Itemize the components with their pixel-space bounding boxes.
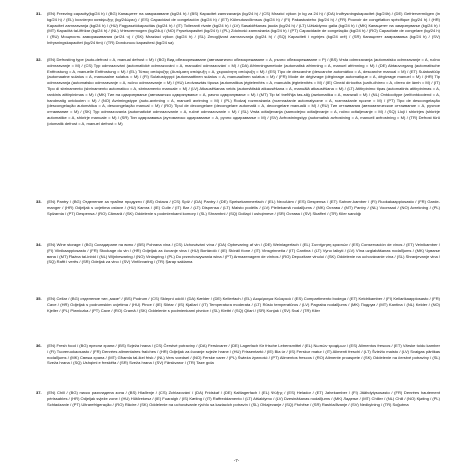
item-text: (EN) Pantry / (BG) Отделение за трайни продукти / (BS) Ostava / (CS) Spíž / (DA) Pantry / (DE) Speisekammerfach / (EL) Ντουλάπι / (ES) Despensa / (ET) Sahver-kamber / (FI) Ruokakaappiosasto / (FR) Garde-manger / (HR) Odjeljak s uvjetima ostave / (HU) Kamra / (IE) Cuile / (IT) Bar / (LT) Dispensa / (LT) Maisto podėlis / (LV) Pieliekamā nodalījums / (MK) Оставa / (MT) Pantry / (NL) Voorraad / (NO) Avrekning / (PL) Spiżarnia / (PT) Despensa / (RO) Cămară / (SK) Oddelenie s podmienkami komory / (SL) Shrambni / (SQ) Dollapi i ushqimeve / (SR) Остава / (SV) Skafferi / (TR) Kiler sandığı — [47, 199, 440, 216]
list-item-36 — [36, 343, 440, 383]
item-text: (EN) Wine storage / (BG) Складиране на вино / (BS) Pohrana vina / (CS) Uchovávání vína / (DA) Opbevaring af vin / (DE) Weinlagerfach / (EL) Συντήρηση κρασιών / (ES) Conservación de vinos / (ET) Veinikamber / (FI) Viinikaappiosasto / (FR) Stockage du vin / (HR) Odjeljak za čuvanje vina / (HU) Bortároló / (IE) Stóráil fíone / (IT) Vinsgrinnetia / (IT) Cantina / (LT) Vyno laikyti / (LV) Vīna uzglabāšanas nodalījums / (MK) Чување вина / (MT) Ħażna tal-inbid / (NL) Wijnbewaring / (NO) Vinlagring / (PL) Do przechowywania wina / (PT) Armazenagem de vinhos / (RO) Depozitare vinuluí / (SK) Oddelenie na uchovávanie vína / (SL) Shranjevanje vina / (SQ) Raftt i verës / (SR) Odeljak za vino / (SV) Vinförvaring / (TR) Şarap saklama — [47, 242, 440, 265]
item-number: 37. — [36, 390, 42, 395]
item-text: (EN) Fresh food / (BG) пресни храни / (BS) Svježa hrana / (CS) Čerstvé potraviny / (DA) Ferskvarer / (DE) Lagerfach für frische Lebensmittel / (EL) Νωπών τροφίμων / (ES) Alimentos frescos / (ET) Värske toidu kamber / (FI) Tuoreruokaosasto / (FR) Denrées alimentaires fraîches / (HR) Odjeljak za čuvanje svježe hrane / (HU) Frissentartó / (IE) Bia úr / (IS) Ferskur matur / (IT) Alimenti freschi / (LT) Šviežio maisto / (LV) Svaigas pārtikas nodalījums / (MK) Свежа храна / (MT) Għamla tal-ikel frisk / (NL) Vers voedsel / (NO) Ferske varer / (PL) Świeża żywność / (PT) Alimentos frescos / (RO) Alimente proaspete / (SK) Oddelenie na čerstvé potraviny / (SL) Sveža hrana / (SQ) Ushqimi e freskëta / (SR) Sveža hrana / (SV) Färskvaror / (TR) Taze gıda — [47, 343, 440, 366]
page-number: -7- — [233, 458, 240, 463]
item-text: (EN) Freezing capacity(kg/24 h) / (BG) Капацитет на замразяване (kg/24 h) / (BS) Kapacitet zamrzavanja (kg/24 h) / (CS) Mrazicí výkon (v kg za 24 h) / (DA) Indfrysningskapacitet (kg/24h) / (DE) Gefriervermögen (in kg/24 h) / (EL) Ικανότητα κατάψυξης (kg/24ώρες) / (ES) Capacidad de congelación (kg/24 h) / (ET) Külmutusvõimsus (kg/24 h) / (FI) Pakastusteho (kg/24 h) / (FR) Pouvoir de congélation spécifique (kg/24 h) / (HR) Kapacitet zamrzavanja (kg/24 h) / (HU) Fagyasztókapacitás (kg/24 h) / (IT) Tolleranti rivate (kg/24 h) / (LV) Sasaldēšanas jauda (kg/24 h) / (LT) Užšaldymo galia (kg/24 h) / (MK) Капацитет на замрзнување (kg/24 h) / (MT) Kapaċità tal-iffriżar (kg/24 h) / (NL) Vriesvermogen (kg/24u) / (NO) Frysekapasitet (kg/24 t) / (PL) Zdolność zamrażania (kg/24 h) / (PT) Capacidade de congelação (kg/24 h) / (RO) Capacitate de congelare (kg/24 h) / (RU) Мощность замораживания (кг/24 ч) / (SK) Mraziaci výkon (kg/24 h) / (SL) Zmogljivost zamrzovanja (kg/24 h) / (SQ) Kapaciteti i ngrirjes (kg/24 orë) / (SR) Капацитет замрзавања (kg/24 h) / (SV) Infrysningskapacitet (kg/24 tim) / (TR) Dondurucu kapasitesi (kg/24 sa) — [47, 11, 440, 45]
item-text: (EN) Chill / (BG) ниско разхладена зона / (BS) Hlađenje / (CS) Zchlazování / (DA) Fridskaf / (DE) Kaltlagerfach / (EL) Ψύξης / (ES) Helador / (ET) Jahekamber / (FI) Jäähdytysosasto / (FR) Denrées hautement périssables / (HR) Odjeljak svježe zone / (HU) Hűtőrekesz / (IE) Fuaraigh / (IS) Kæling / (IT) Raffreddamento / (LT) Atšaldymo / (LV) Dzesināšanas nodalījums / (MK) Ладење / (MT) Chiller / (NL) Chill / (NO) Kjøling / (PL) Schładzanie / (PT) Ultrarefrigeração / (RO) Răcire / (SK) Oddelenie na uchovávanie rýchlo sa kaziacich potravín / (SL) Ohlajevanje / (SQ) Ftohëse / (SR) Rashlađivanje / (SV) Nedkylning / (TR) Soğutma — [47, 390, 440, 407]
item-number: 33. — [36, 199, 42, 204]
item-text: (EN) Cellar / (BG) отделение тип „мазе“ / (BS) Podrum / (CS) Sklepní oddíl / (DA) Kælder / (DE) Kellerfach / (EL) Διαμέρισμα Κελαριού / (ES) Compartimento bodega / (ET) Keldrikamber / (FI) Kellarikaappiosasto / (FR) Cave / (HR) Odjeljak s podrumskim uvjetima / (HU) Pince / (IE) Siléar / (IS) Kjallari / (IT) Temperatura moderata / (LT) Rūsio temperatūros / (LV) Pagraba nodalījums / (MK) Подрум / (MT) Kantina / (NL) Kelder / (NO) Kjeller / (PL) Piwniczka / (PT) Cave / (RO) Cramă / (SK) Oddelenie s podmienkami pivnice / (SL) Klettri / (SQ) Qilari / (SR) Konjak / (SV) Sval / (TR) Kiler — [47, 296, 440, 313]
list-item-32 — [36, 57, 440, 191]
list-item-33 — [36, 199, 440, 234]
list-item-35 — [36, 296, 440, 336]
item-number: 35. — [36, 296, 42, 301]
item-text: (EN) Defrosting type (auto-defrost = A, manual defrost = M) / (BG) Вид обезскрежаване (автоматично обезскрежаване = A, ръчно обезскрежаване = Р) / (BS) Vrsta odmrzavanja (automatsko odmrzavanje = A, ručno odmrzavanje = M) / (CS) Typ odmrazování (automatické odmrazování = A, manuální odmrazování = M) / (DA) Afrimningsmetode (automatisk afrimning = A, manuel afrimning = M) / (DE) Abtauvorgang (automatische Entfrostung = A, manuelle Entfrostung = M) / (EL) Τύπος απόψυξης (Αυτόματη απόψυξη = A, χειροκίνητη απόψυξη = M) / (ES) Tipo de descarche (descarche automático = A, descarche manual = M) / (ET) Sulatustüüp (automaatne sulatus = A, manuaalne sulatus = M) / (FI) Sulatustyyppi (automaattinen sulatus = A, manuaalinen sulatus = M) / (FR) Mode de dégivrage (dégivrage automatique = A, dégivrage manuel = M) / (HR) Tip odmrzavanja (automatsko odmrzavanje = A, ručno odmrzavanje = M) / (HU) Leolvasztás típusa (automatikus jégtelenítés = A, manuális jégtelenítés = M) / (IE) Cineál dírioctha (uath-dhíreo = A, dírreo de lámh = M) / (IT) Tipo di sbrinamento (sbrinamento automatico = A, sbrinamento manuale = M) / (LV) Atkausēšanas veids (automātiskā atkausēšana = A, manuālā atkausēšana = M) / (LT) Atitirpinimo tipas (automatinis atitirpinimas = A, rankinis atitirpinimas = M) / (MK) Тип на одмрзнување (автоматско одмрзнување = A, рачно одмрзнување = M) / (MT) Tip ta' tneħħija tas-silġ (awtomatika = A, manwali = M) / (NL) Ontdooitype (zelfontdooiend = A, handmatig ontdooien = M) / (NO) Avrimingstype (auto-avriming = A, manuell avriming = M) / (PL) Rodzaj rozmrażania (rozmrażanie automatyczne = A, rozmrażanie ręczne = M) / (PT) Tipo de descongelação (descongelação automática = A, descongelação manual = M) / (RO) Tipul de decongelare (decongelare automată = A, decongelare manuală = M) / (RU) Тип оттаивания (автоматическое оттаивание = A, ручное оттаивание = M) / (SK) Typ odmrazovania (automatické odmrazovanie = A, ručné odmrazovanie = M) / (SL) Vrsta odtaljevanja (samodejno odtaljevanje = A, ročno odtaljevanje = M) / (SQ) Lloji i shkrirjes (shkrirje automatike = A, shkrirje manuale = M) / (SR) Тип одмрзавања (аутоматско одмрзавање = A, ручно одмрзавање = M) / (SV) Avfrostningstyp (automatisk avfrostning = A, manuell avfrostning = M) / (TR) Defrost türü (otomatik defrost = A, manuel defrost = M) — [47, 57, 440, 126]
list-item-34 — [36, 242, 440, 288]
list-item-31 — [36, 11, 440, 50]
item-number: 36. — [36, 343, 42, 348]
list-item-37 — [36, 390, 440, 436]
item-number: 32. — [36, 57, 42, 62]
item-number: 31. — [36, 11, 42, 16]
item-number: 34. — [36, 242, 42, 247]
